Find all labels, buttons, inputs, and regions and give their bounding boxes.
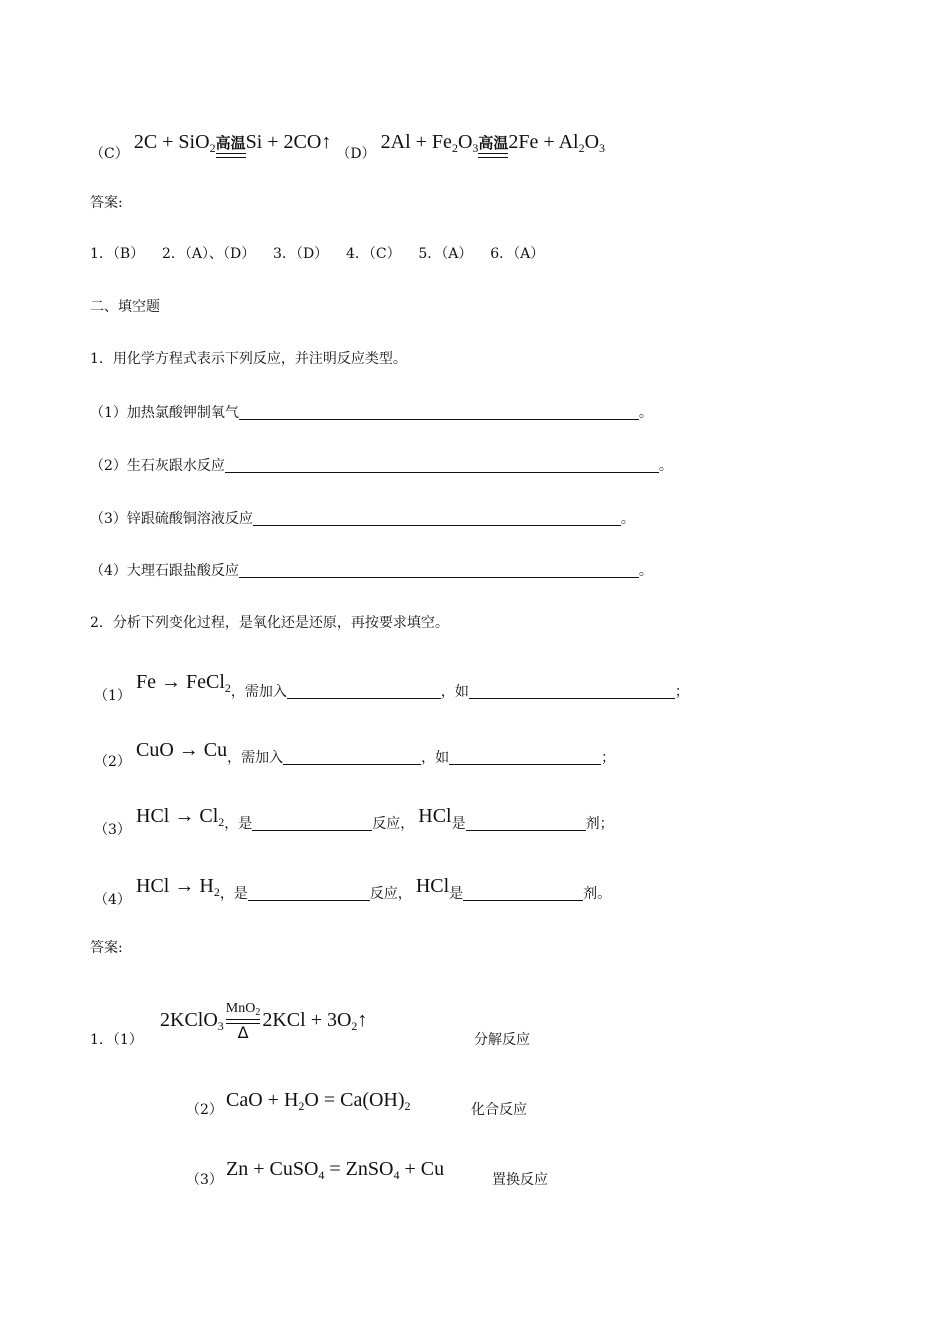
q1-item-2 — [90, 458, 673, 473]
answer-1-number: 1．（1） — [90, 1032, 143, 1048]
eq-sub: 3 — [217, 1019, 224, 1034]
answer-blank[interactable] — [248, 886, 370, 901]
choice-c-equation — [134, 131, 337, 153]
answer-blank[interactable] — [252, 816, 372, 831]
q2-equation — [136, 875, 220, 897]
eq-sub: 2 — [209, 141, 216, 155]
item-number: （1） — [94, 688, 131, 704]
section-heading: 二、填空题 — [90, 299, 160, 315]
item-end: 。 — [620, 511, 635, 527]
eq-text: = ZnSO — [324, 1158, 394, 1180]
q2-item-4 — [94, 875, 612, 908]
q2-text-row — [449, 886, 611, 902]
equals-bars — [478, 153, 508, 158]
choice-c-label: （C） — [90, 146, 129, 162]
q2-equation — [136, 739, 227, 761]
answer-blank[interactable] — [225, 458, 659, 473]
eq-sub: 2 — [404, 1099, 411, 1113]
item-text: 是 — [451, 816, 466, 832]
item-text: 是 — [449, 886, 464, 902]
eq-sub: 2 — [218, 815, 225, 829]
answer-blank[interactable] — [283, 750, 421, 765]
eq-sub: 3 — [472, 141, 479, 155]
eq-text: 2KCl + 3O — [262, 1009, 352, 1032]
item-text: ； — [601, 750, 616, 766]
eq-text: Zn + CuSO — [226, 1158, 319, 1180]
eq-text: HCl → Cl — [136, 805, 219, 827]
item-number: （2） — [94, 754, 131, 770]
answer-blank[interactable] — [253, 511, 621, 526]
answer-2-number: （2） — [186, 1102, 223, 1118]
condition-text: 高温 — [478, 134, 509, 152]
item-end: 。 — [638, 563, 653, 579]
item-text: ，需加入 — [227, 750, 284, 766]
eq-sub: 4 — [318, 1168, 325, 1182]
equals-bars — [216, 153, 246, 158]
eq-sub: 2 — [351, 1019, 358, 1034]
item-end: 。 — [638, 405, 653, 421]
eq-sub: 3 — [599, 141, 606, 155]
item-end: 。 — [658, 458, 673, 474]
q2-equation: HCl — [418, 805, 452, 827]
q2-item-2 — [94, 739, 616, 770]
eq-text: O = Ca(OH) — [304, 1089, 405, 1111]
eq-text: 2KClO — [160, 1009, 218, 1032]
gas-arrow: ↑ — [357, 1009, 368, 1032]
answer-blank[interactable] — [287, 684, 441, 699]
eq-text: 2C + SiO — [133, 131, 210, 153]
answer-blank[interactable] — [466, 816, 586, 831]
item-text: 剂； — [585, 816, 614, 832]
item-number: （4） — [94, 892, 131, 908]
answer-blank[interactable] — [239, 405, 639, 420]
eq-text: + Cu — [399, 1158, 445, 1180]
answers-heading-2: 答案: — [90, 940, 123, 956]
q2-item-1 — [94, 671, 689, 704]
item-number: （3） — [94, 822, 131, 838]
answer-blank[interactable] — [463, 886, 583, 901]
item-text: 反应， — [369, 886, 412, 902]
answer-3-number: （3） — [186, 1172, 223, 1188]
q1-item-4 — [90, 563, 653, 578]
q1-item-3 — [90, 511, 635, 526]
eq-text: CuO → Cu — [136, 739, 228, 761]
q1-item-1 — [90, 405, 653, 420]
item-text: ，是 — [219, 886, 248, 902]
item-label: （3）锌跟硫酸铜溶液反应 — [90, 511, 253, 527]
answer-1-equation — [160, 1002, 367, 1041]
eq-text: HCl → H — [136, 875, 214, 897]
reaction-condition — [478, 136, 508, 158]
item-text: ，如 — [440, 684, 469, 700]
eq-sub: 4 — [393, 1168, 400, 1182]
eq-text: MnO — [225, 1001, 256, 1016]
eq-text: Fe → FeCl — [136, 671, 225, 693]
choice-d-equation — [381, 131, 605, 153]
eq-text: 2Fe + Al — [508, 131, 579, 153]
eq-text: 2Al + Fe — [380, 131, 452, 153]
heat-symbol: Δ — [237, 1023, 249, 1042]
answer-blank[interactable] — [449, 750, 601, 765]
reaction-condition — [216, 136, 246, 158]
item-label: （2）生石灰跟水反应 — [90, 458, 225, 474]
answer-blank[interactable] — [469, 684, 675, 699]
q2-equation — [136, 671, 231, 693]
eq-text: O — [457, 131, 473, 153]
eq-sub: 2 — [213, 885, 220, 899]
answer-1-type: 分解反应 — [474, 1032, 530, 1048]
eq-text: CaO + H — [226, 1089, 299, 1111]
eq-sub: 2 — [224, 681, 231, 695]
item-text: 剂。 — [583, 886, 612, 902]
item-text: ，需加入 — [230, 684, 287, 700]
q2-text-row — [227, 750, 615, 766]
question-2-stem: 2．分析下列变化过程，是氧化还是还原，再按要求填空。 — [90, 615, 449, 631]
eq-text: O — [584, 131, 600, 153]
item-text: 反应， — [372, 816, 415, 832]
q2-text-row — [220, 886, 412, 902]
q2-text-row — [224, 816, 414, 832]
item-text: ； — [674, 684, 689, 700]
item-label: （1）加热氯酸钾制氧气 — [90, 405, 239, 421]
condition-text: 高温 — [215, 134, 246, 152]
eq-sub: 2 — [578, 141, 585, 155]
eq-sub: 2 — [451, 141, 458, 155]
answer-2-type: 化合反应 — [471, 1102, 527, 1118]
choice-d-label: （D） — [336, 146, 376, 162]
eq-sub: 2 — [298, 1099, 305, 1113]
q2-item-3 — [94, 805, 614, 838]
answer-3-type: 置换反应 — [492, 1172, 548, 1188]
item-label: （4）大理石跟盐酸反应 — [90, 563, 239, 579]
catalyst-text — [226, 1002, 261, 1018]
item-text: ，是 — [224, 816, 253, 832]
q2-text-row — [452, 816, 614, 832]
answer-3-equation — [226, 1159, 444, 1181]
q2-text-row — [231, 684, 689, 700]
answers-heading: 答案: — [90, 195, 123, 211]
choice-c-d-row — [90, 120, 606, 162]
q2-equation: HCl — [415, 875, 450, 897]
item-text: ，如 — [421, 750, 450, 766]
q2-equation — [136, 805, 224, 827]
eq-sub: 2 — [255, 1007, 261, 1018]
eq-text: Si + 2CO↑ — [245, 131, 332, 153]
catalyst-condition — [226, 1002, 261, 1041]
answer-blank[interactable] — [239, 563, 639, 578]
question-1-stem: 1．用化学方程式表示下列反应，并注明反应类型。 — [90, 351, 407, 367]
answers-line: 1．（B） 2．（A）、（D） 3．（D） 4．（C） 5．（A） 6．（A） — [90, 246, 545, 262]
answer-2-equation — [226, 1090, 411, 1112]
